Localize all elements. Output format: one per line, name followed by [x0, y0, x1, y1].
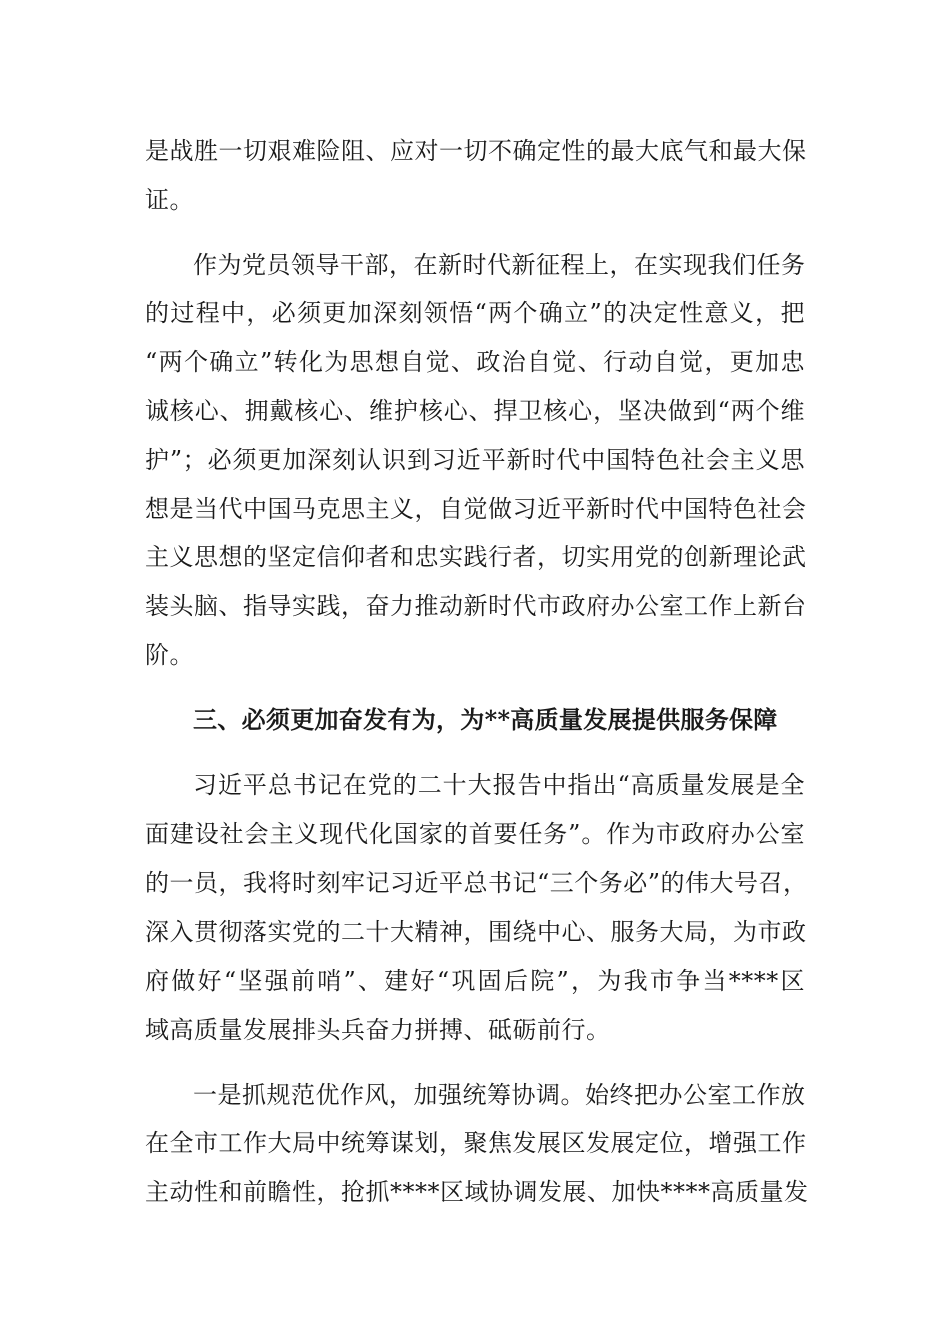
paragraph-first-line: 习近平总书记在党的二十大报告中指出“高质量发展是全	[193, 771, 805, 799]
text-line: 在全市工作大局中统筹谋划，聚焦发展区发展定位，增强工作	[145, 1129, 807, 1157]
text-line: “两个确立”转化为思想自觉、政治自觉、行动自觉，更加忠	[145, 348, 805, 376]
text-line: 的一员，我将时刻牢记习近平总书记“三个务必”的伟大号召，	[145, 869, 808, 897]
text-line: 主动性和前瞻性，抢抓****区域协调发展、加快****高质量发	[145, 1178, 809, 1206]
section-heading: 三、必须更加奋发有为，为**高质量发展提供服务保障	[193, 705, 778, 734]
text-line: 深入贯彻落实党的二十大精神，围绕中心、服务大局，为市政	[145, 918, 807, 946]
text-line: 想是当代中国马克思主义，自觉做习近平新时代中国特色社会	[145, 495, 807, 523]
paragraph-first-line: 作为党员领导干部，在新时代新征程上，在实现我们任务	[193, 251, 806, 279]
text-line: 主义思想的坚定信仰者和忠实践行者，切实用党的创新理论武	[145, 543, 807, 571]
text-line: 是战胜一切艰难险阻、应对一切不确定性的最大底气和最大保	[145, 137, 807, 165]
text-line: 阶。	[145, 641, 194, 669]
text-line: 护”；必须更加深刻认识到习近平新时代中国特色社会主义思	[145, 446, 805, 474]
paragraph-first-line: 一是抓规范优作风，加强统筹协调。始终把办公室工作放	[193, 1081, 806, 1109]
text-line: 面建设社会主义现代化国家的首要任务”。作为市政府办公室	[145, 820, 805, 848]
text-line: 装头脑、指导实践，奋力推动新时代市政府办公室工作上新台	[145, 592, 807, 620]
text-line: 证。	[145, 186, 194, 214]
text-line: 府做好“坚强前哨”、建好“巩固后院”，为我市争当****区	[145, 967, 805, 995]
text-line: 域高质量发展排头兵奋力拼搏、砥砺前行。	[145, 1016, 611, 1044]
text-line: 的过程中，必须更加深刻领悟“两个确立”的决定性意义，把	[145, 299, 805, 327]
text-line: 诚核心、拥戴核心、维护核心、捍卫核心，坚决做到“两个维	[145, 397, 805, 425]
